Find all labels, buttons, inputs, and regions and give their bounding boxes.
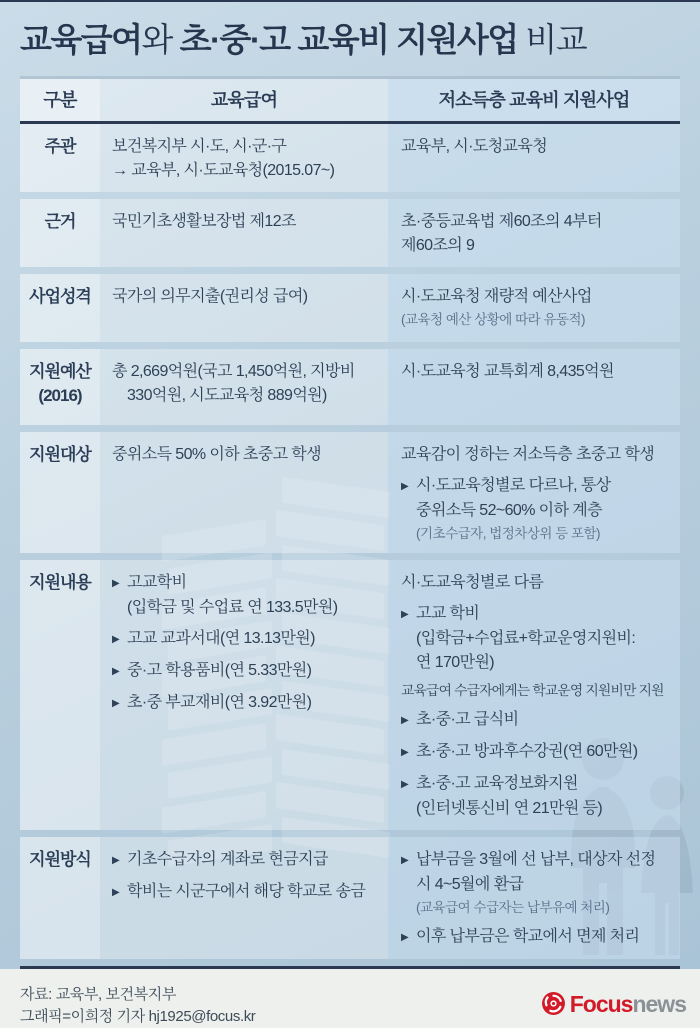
text-line: 교육감이 정하는 저소득층 초중고 학생 xyxy=(401,446,655,463)
text-line: ▶ 학비는 시군구에서 해당 학교로 송금 xyxy=(112,880,384,905)
text-line: 시·도교육청 재량적 예산사업 xyxy=(401,288,592,305)
text-line: (교육급여 수급자는 납부유예 처리) xyxy=(416,900,610,915)
row-label-line: (2016) xyxy=(38,386,82,405)
table-header-row xyxy=(20,79,680,121)
cell-daesang-lowincome-support xyxy=(388,432,680,553)
text-line: ▶ 납부금을 3월에 선 납부, 대상자 선정 xyxy=(401,848,674,873)
top-accent-bar xyxy=(0,0,700,2)
cell-bangsik-education-benefit xyxy=(100,837,388,959)
row-label-line: 주관 xyxy=(44,137,76,156)
cell-jugwan-lowincome-support xyxy=(388,124,680,192)
text-line: 중위소득 52~60% 이하 계층 xyxy=(416,502,602,519)
text-line: (입학금 및 수업료 연 133.5만원) xyxy=(127,599,338,616)
table-body xyxy=(20,124,680,959)
text-line: 교육급여 수급자에게는 학교운영 지원비만 지원 xyxy=(401,683,664,698)
row-label-seonggyeok xyxy=(20,274,100,342)
text-line: ▶ 고교 교과서대(연 13.13만원) xyxy=(112,627,384,652)
row-label-line: 지원대상 xyxy=(29,445,91,464)
title-part: 와 xyxy=(141,21,172,58)
bullet-icon: ▶ xyxy=(401,779,409,790)
text-line: 연 170만원) xyxy=(416,654,495,671)
focusnews-logo xyxy=(541,991,686,1016)
table-row-seonggyeok xyxy=(20,274,680,342)
text-line: (교육청 예산 상황에 따라 유동적) xyxy=(401,312,586,327)
text-line: 330억원, 시도교육청 889억원) xyxy=(127,387,327,404)
cell-naeyong-education-benefit xyxy=(100,560,388,830)
cell-yesan-education-benefit xyxy=(100,349,388,425)
text-line: 교육부, 시·도청교육청 xyxy=(401,138,548,155)
row-label-line: 지원방식 xyxy=(29,850,91,869)
credit-line: 그래픽=이희정 기자 hj1925@focus.kr xyxy=(20,1008,256,1025)
row-label-yesan xyxy=(20,349,100,425)
row-label-geungeo xyxy=(20,199,100,267)
focusnews-swirl-icon xyxy=(541,991,566,1016)
bullet-icon: ▶ xyxy=(401,609,409,620)
text-line: ▶ 시·도교육청별로 다르나, 통상 xyxy=(401,474,674,499)
text-line: 국가의 의무지출(권리성 급여) xyxy=(112,288,308,305)
column-header-category: 구분 xyxy=(20,79,100,121)
table-row-jugwan xyxy=(20,124,680,192)
table-row-yesan xyxy=(20,349,680,425)
text-line: (입학금+수업료+학교운영지원비: xyxy=(416,630,636,647)
bullet-icon: ▶ xyxy=(401,855,409,866)
logo-text-news: news xyxy=(632,990,686,1017)
text-line: 시·도교육청 교특회계 8,435억원 xyxy=(401,363,614,380)
bullet-icon: ▶ xyxy=(401,481,409,492)
text-line: 중위소득 50% 이하 초중고 학생 xyxy=(112,446,322,463)
text-line: 시 4~5월에 환급 xyxy=(416,876,524,893)
text-line: ▶ 초·중 부교재비(연 3.92만원) xyxy=(112,691,384,716)
text-line: 시·도교육청별로 다름 xyxy=(401,574,544,591)
footer xyxy=(0,969,700,1028)
row-label-line: 지원내용 xyxy=(29,573,91,592)
bullet-icon: ▶ xyxy=(112,666,120,677)
source-line: 자료: 교육부, 보건복지부 xyxy=(20,986,176,1003)
table-row-geungeo xyxy=(20,199,680,267)
bullet-icon: ▶ xyxy=(112,887,120,898)
text-line: ▶ 고교 학비 xyxy=(401,602,674,627)
table-row-daesang xyxy=(20,432,680,553)
cell-yesan-lowincome-support xyxy=(388,349,680,425)
text-line: → 교육부, 시·도교육청(2015.07~) xyxy=(112,162,335,179)
row-label-line: 사업성격 xyxy=(29,287,91,306)
table-row-bangsik xyxy=(20,837,680,959)
text-line: ▶ 초·중·고 교육정보화지원 xyxy=(401,772,674,797)
row-label-line: 지원예산 xyxy=(29,362,91,381)
text-line: 보건복지부 시·도, 시·군·구 xyxy=(112,138,287,155)
cell-jugwan-education-benefit xyxy=(100,124,388,192)
bullet-icon: ▶ xyxy=(112,578,120,589)
text-line: 국민기초생활보장법 제12조 xyxy=(112,213,296,230)
text-line: ▶ 초·중·고 방과후수강권(연 60만원) xyxy=(401,740,674,765)
row-label-daesang xyxy=(20,432,100,553)
text-line: ▶ 중·고 학용품비(연 5.33만원) xyxy=(112,659,384,684)
cell-seonggyeok-education-benefit xyxy=(100,274,388,342)
column-header-education-benefit: 교육급여 xyxy=(100,79,388,121)
table-row-naeyong xyxy=(20,560,680,830)
text-line: 총 2,669억원(국고 1,450억원, 지방비 xyxy=(112,363,355,380)
text-line: ▶ 고교학비 xyxy=(112,571,384,596)
cell-bangsik-lowincome-support xyxy=(388,837,680,959)
bullet-icon: ▶ xyxy=(401,932,409,943)
cell-daesang-education-benefit xyxy=(100,432,388,553)
column-header-lowincome-support: 저소득층 교육비 지원사업 xyxy=(388,79,680,121)
title-part: 초·중·고 교육비 지원사업 xyxy=(171,21,518,58)
text-line: ▶ 이후 납부금은 학교에서 면제 처리 xyxy=(401,925,674,950)
cell-seonggyeok-lowincome-support xyxy=(388,274,680,342)
cell-geungeo-education-benefit xyxy=(100,199,388,267)
text-line: 초·중등교육법 제60조의 4부터 xyxy=(401,213,602,230)
title-part: 교육급여 xyxy=(20,21,142,58)
row-label-line: 근거 xyxy=(44,212,76,231)
row-label-jugwan xyxy=(20,124,100,192)
text-line: (기초수급자, 법정차상위 등 포함) xyxy=(416,526,601,541)
text-line: 제60조의 9 xyxy=(401,237,475,254)
cell-geungeo-lowincome-support xyxy=(388,199,680,267)
text-line: ▶ 기초수급자의 계좌로 현금지급 xyxy=(112,848,384,873)
bullet-icon: ▶ xyxy=(112,698,120,709)
bullet-icon: ▶ xyxy=(401,715,409,726)
page-title xyxy=(20,15,680,64)
bullet-icon: ▶ xyxy=(401,747,409,758)
comparison-table xyxy=(20,79,680,969)
logo-text-focus: Focus xyxy=(569,990,633,1017)
bullet-icon: ▶ xyxy=(112,855,120,866)
text-line: ▶ 초·중·고 급식비 xyxy=(401,708,674,733)
text-line: (인터넷통신비 연 21만원 등) xyxy=(416,800,603,817)
title-part: 비교 xyxy=(517,21,587,58)
row-label-naeyong xyxy=(20,560,100,830)
row-label-bangsik xyxy=(20,837,100,959)
cell-naeyong-lowincome-support xyxy=(388,560,680,830)
bullet-icon: ▶ xyxy=(112,634,120,645)
